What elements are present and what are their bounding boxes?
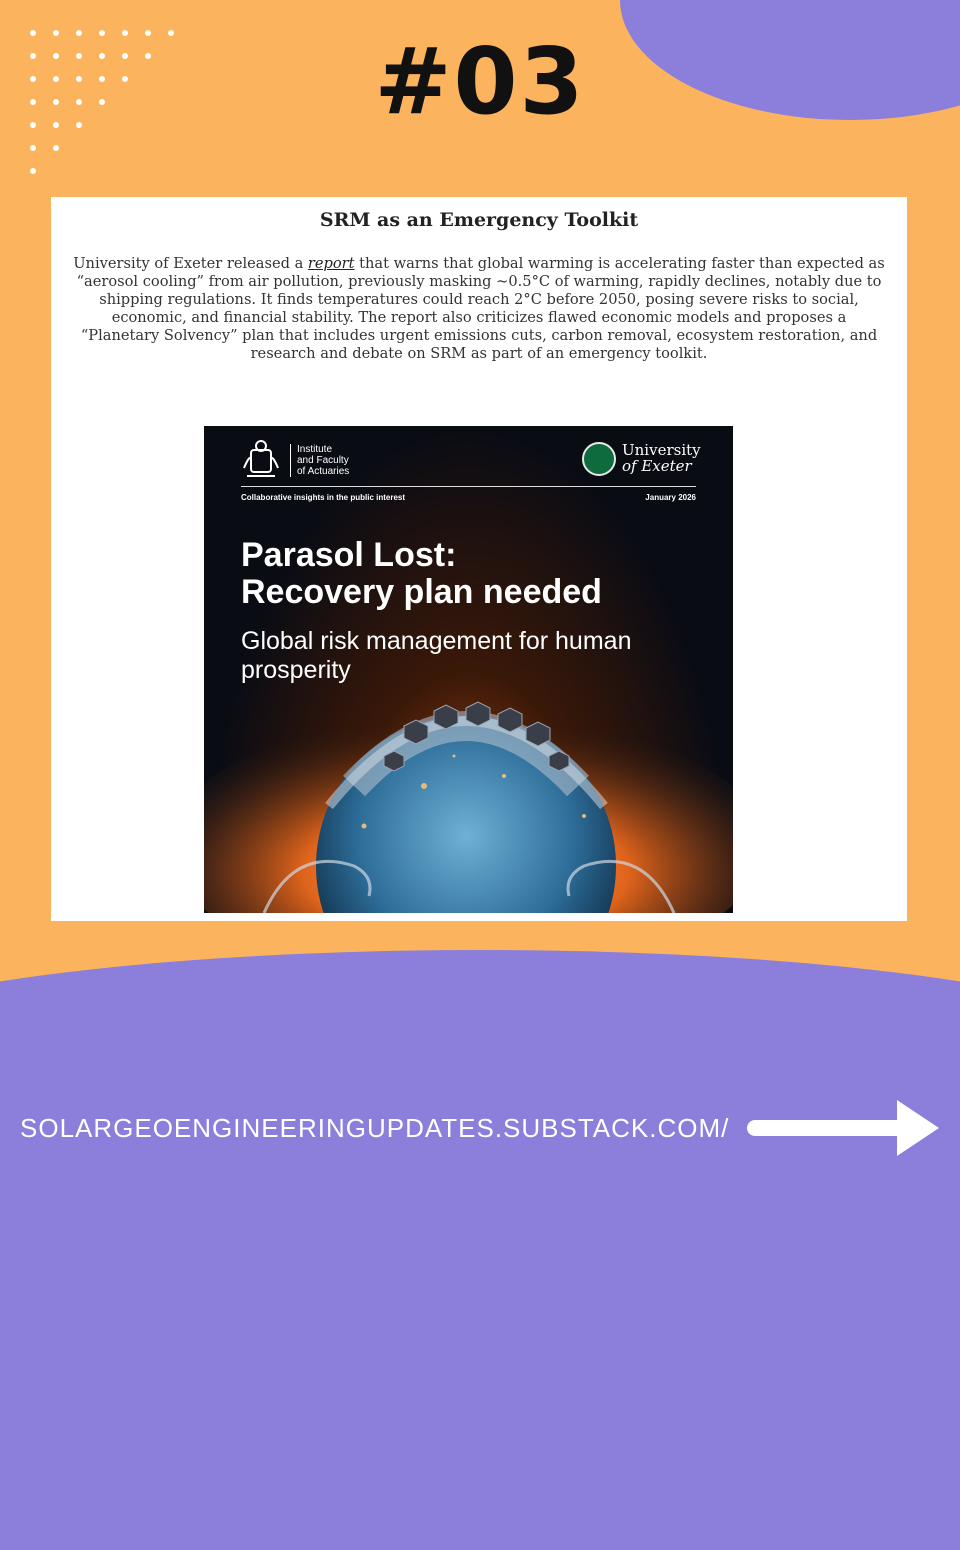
cover-headline: [241, 537, 602, 611]
exeter-name: [622, 442, 701, 474]
cover-tagline: Collaborative insights in the public interest: [241, 493, 406, 502]
cover-divider: [241, 486, 696, 487]
ifoa-line-2: and Faculty: [297, 455, 349, 466]
body-text-start: University of Exeter released a: [73, 255, 308, 272]
body-text-end: that warns that global warming is accelerating faster than expected as “aerosol cooling” from air pollution, previously masking ~0.5°C of warming, rapidly declines, notably due to shipping regulations. It finds temperatures could reach 2°C before 2050, posing severe risks to social, economic, and financial stability. The report also criticizes flawed economic models and proposes a “Planetary Solvency” plan that includes urgent emissions cuts, carbon removal, ecosystem restoration, and research and debate on SRM as part of an emergency toolkit.: [76, 255, 885, 362]
exeter-line-2: of Exeter: [622, 457, 692, 475]
ifoa-crest-logo: [241, 438, 281, 480]
headline-line-1: Parasol Lost:: [241, 536, 457, 574]
cover-subheadline: Global risk management for human prosperity: [241, 627, 632, 684]
decorative-wave-bottom: [0, 950, 960, 1550]
content-card: [51, 197, 907, 921]
ifoa-name: [290, 444, 377, 477]
report-link[interactable]: report: [307, 255, 355, 272]
card-title: SRM as an Emergency Toolkit: [319, 209, 639, 231]
ifoa-line-3: of Actuaries: [297, 466, 350, 477]
decorative-dot: [30, 145, 36, 151]
arrow-right-icon[interactable]: [747, 1100, 939, 1156]
cover-date: January 2026: [645, 493, 696, 502]
decorative-dot: [30, 168, 36, 174]
ifoa-line-1: Institute: [297, 444, 333, 455]
headline-line-2: Recovery plan needed: [241, 573, 602, 611]
card-body: [73, 255, 885, 363]
footer-url[interactable]: SOLARGEOENGINEERINGUPDATES.SUBSTACK.COM/: [20, 1113, 730, 1143]
exeter-shield-logo: [582, 442, 616, 476]
decorative-dot: [53, 145, 59, 151]
report-cover-image: [204, 426, 733, 913]
exeter-line-1: University: [622, 441, 701, 459]
slide-number: #03: [374, 28, 586, 135]
